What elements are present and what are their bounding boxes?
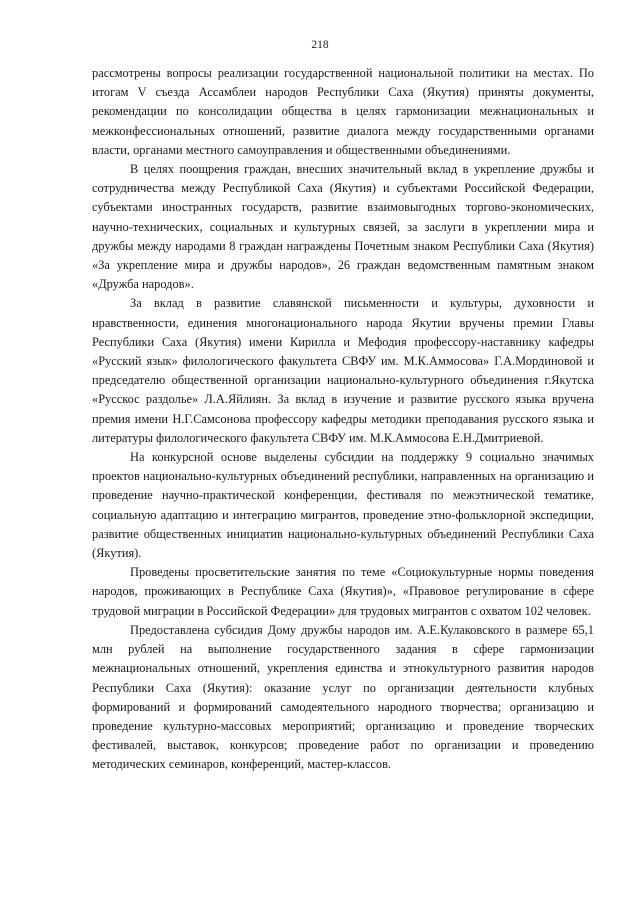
body-text	[92, 64, 594, 775]
page-number: 218	[311, 39, 329, 51]
paragraph-slavic-culture-prizes: За вклад в развитие славянской письменности и культуры, духовности и нравственности, единения многонационального народа Якутии вручены премии Главы Республики Саха (Якутия) имени Кирилла и Мефодия профессору-наставнику кафедры «Русский язык» филологического факультета СВФУ им. М.К.Аммосова» Г.А.Мординовой и председателю общественной организации национально-культурного объединения г.Якутска «Русскос раздолье» Л.А.Яйлиян. За вклад в изучение и развитие русского языка вручена премия имени Н.Г.Самсонова профессору кафедры методики преподавания русского языка и литературы филологического факультета СВФУ им. М.К.Аммосова Е.Н.Дмитриевой.	[92, 296, 594, 445]
paragraph-house-of-friendship-subsidy: Предоставлена субсидия Дому дружбы народов им. А.Е.Кулаковского в размере 65,1 млн рублей на выполнение государственного задания в сфере гармонизации межнациональных отношений, укрепления единства и этнокультурного развития народов Республики Саха (Якутия): оказание услуг по организации деятельности клубных формирований и формирований самодеятельного народного творчества; организацию и проведение культурно-массовых мероприятий; организацию и проведение творческих фестивалей, выставок, конкурсов; проведение работ по организации и проведению методических семинаров, конференций, мастер-классов.	[92, 622, 594, 772]
paragraph-educational-classes: Проведены просветительские занятия по теме «Социокультурные нормы поведения народов, проживающих в Республике Саха (Якутия)», «Правовое регулирование в сфере трудовой миграции в Российской Федерации» для трудовых мигрантов с охватом 102 человек.	[92, 565, 594, 618]
paragraph-awards-friendship: В целях поощрения граждан, внесших значительный вклад в укрепление дружбы и сотрудничества между Республикой Саха (Якутия) и субъектами Российской Федерации, субъектами иностранных государств, развитие взаимовыгодных торгово-экономических, научно-технических, социальных и культурных связей, за заслуги в укреплении мира и дружбы между народами 8 граждан награждены Почетным знаком Республики Саха (Якутия) «За укрепление мира и дружбы народов», 26 граждан ведомственным памятным знаком «Дружба народов».	[92, 162, 594, 292]
paragraph-continuation: рассмотрены вопросы реализации государственной национальной политики на местах. По итогам V съезда Ассамблеи народов Республики Саха (Якутия) приняты документы, рекомендации по консолидации общества в целях гармонизации межнациональных и межконфессиональных отношений, развитие диалога между государственными органами власти, органами местного самоуправления и общественными объединениями.	[92, 66, 594, 157]
paragraph-subsidies-projects: На конкурсной основе выделены субсидии на поддержку 9 социально значимых проектов национально-культурных объединений республики, направленных на организацию и проведение научно-практической конференции, фестиваля по межэтнической тематике, социальную адаптацию и интеграцию мигрантов, проведение этно-фольклорной экспедиции, развитие общественных инициатив национально-культурных объединений Республики Саха (Якутия).	[92, 450, 594, 561]
